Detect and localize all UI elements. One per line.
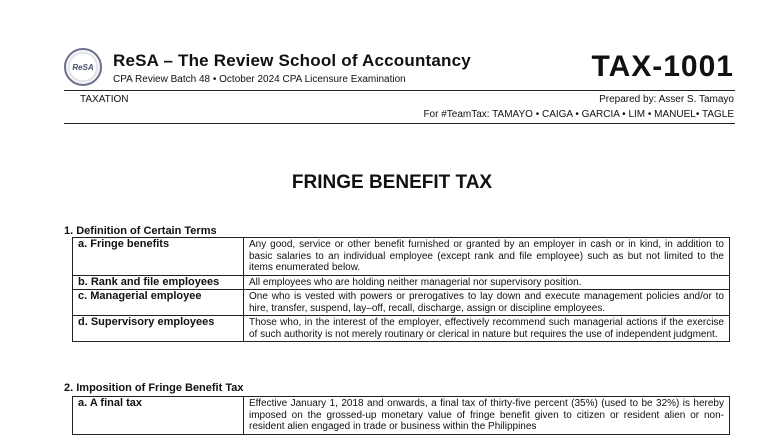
resa-logo [64, 48, 102, 86]
table-row [73, 316, 730, 342]
term-cell: a. Fringe benefits [73, 238, 244, 276]
page-title: FRINGE BENEFIT TAX [291, 172, 493, 193]
table-row [73, 238, 730, 276]
definition-cell: Effective January 1, 2018 and onwards, a final tax of thirty-five percent (35%) (used to be 32%) is hereby imposed on the grossed-up monetary value of fringe benefit given to citizen or resident alien or non- resident alien engaged in trade or business within the Philippines [244, 397, 730, 435]
section-heading-definitions: 1. Definition of Certain Terms [64, 225, 217, 237]
definition-cell: One who is vested with powers or prerogatives to lay down and execute management policies and/or to hire, transfer, suspend, lay–off, recall, discharge, assign or discipline employees. [244, 290, 730, 316]
definition-cell: Any good, service or other benefit furnished or granted by an employer in cash or in kind, in addition to basic salaries to an individual employee (except rank and file employee) such as but not limited to the items enumerated below. [244, 238, 730, 276]
term-cell: d. Supervisory employees [73, 316, 244, 342]
term-cell: c. Managerial employee [73, 290, 244, 316]
definition-cell: All employees who are holding neither managerial nor supervisory position. [244, 275, 730, 290]
school-name: ReSA – The Review School of Accountancy [113, 51, 471, 70]
table-row [73, 397, 730, 435]
header-divider-bottom [64, 123, 735, 124]
header-divider-top [64, 90, 735, 91]
term-cell: a. A final tax [73, 397, 244, 435]
definition-cell: Those who, in the interest of the employer, effectively recommend such managerial actions if the exercise of such authority is not merely routinary or clerical in nature but requires the use of independent judgment. [244, 316, 730, 342]
table-row [73, 275, 730, 290]
term-cell: b. Rank and file employees [73, 275, 244, 290]
batch-line: CPA Review Batch 48 • October 2024 CPA Licensure Examination [113, 74, 406, 85]
table-row [73, 290, 730, 316]
imposition-table [72, 396, 730, 435]
section-heading-imposition: 2. Imposition of Fringe Benefit Tax [64, 382, 244, 394]
logo-text: ReSA [72, 62, 94, 72]
document-code: TAX-1001 [591, 50, 734, 83]
definitions-table [72, 237, 730, 342]
prepared-by: Prepared by: Asser S. Tamayo [599, 94, 734, 105]
subject-label: TAXATION [80, 94, 129, 105]
team-line: For #TeamTax: TAMAYO • CAIGA • GARCIA • LIM • MANUEL• TAGLE [423, 109, 734, 120]
